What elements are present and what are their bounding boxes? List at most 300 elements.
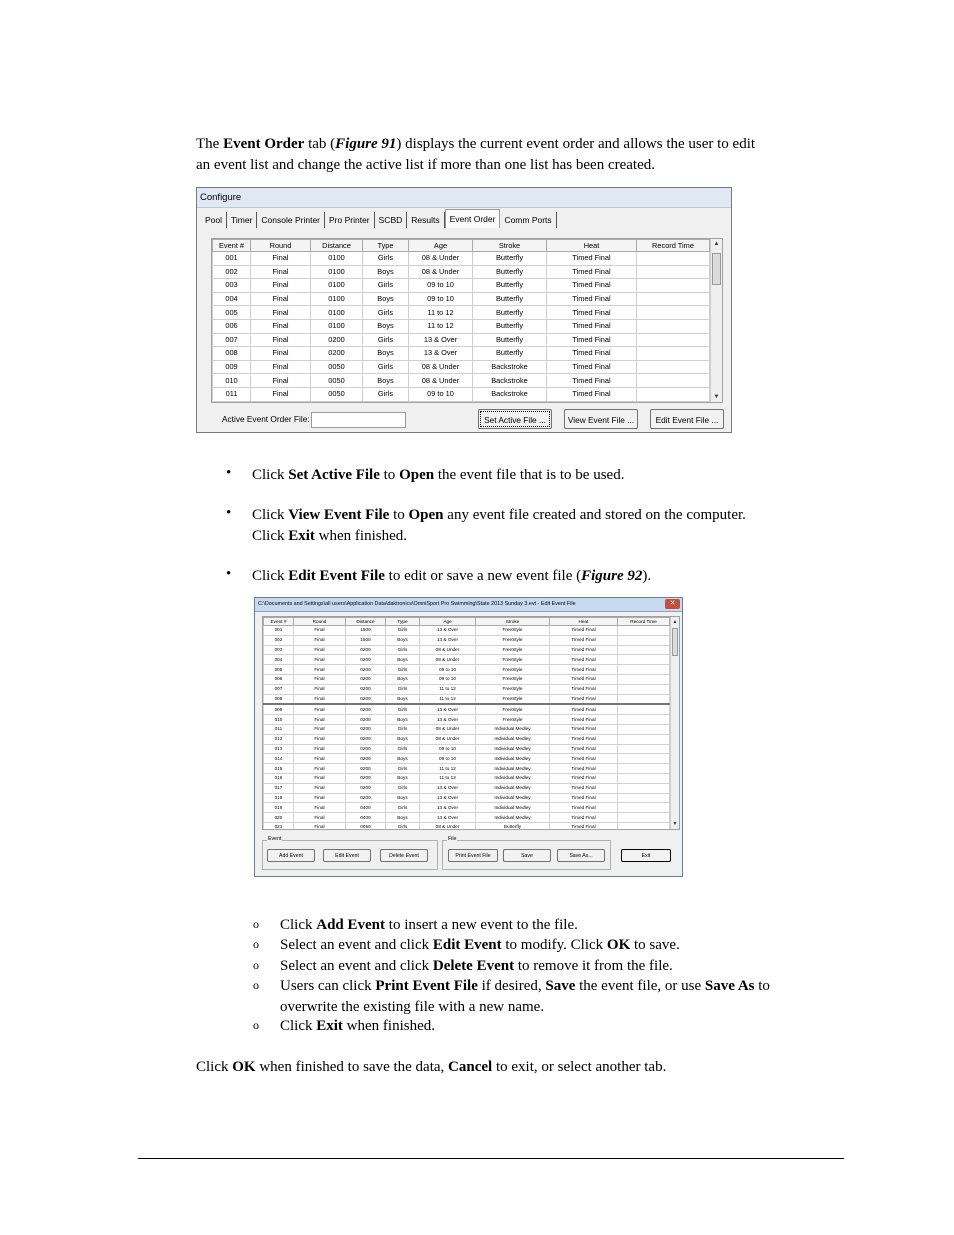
scroll-up-icon[interactable]: ▲ [713,241,720,247]
text: Click [280,917,317,933]
table-cell: FreeStyle [476,626,550,636]
table-cell: 0200 [311,347,363,361]
subbullet-exit [280,1016,840,1037]
table-cell: 006 [213,319,251,333]
table-cell: Timed Final [550,744,618,754]
table-cell: FreeStyle [476,674,550,684]
table-cell: Final [294,744,346,754]
delete-event-button[interactable]: Delete Event [380,849,428,862]
column-header[interactable]: Distance [311,240,363,252]
table-cell: 009 [264,704,294,714]
table-cell: 019 [264,803,294,813]
bold-text: Save As [704,978,755,994]
table-row[interactable] [264,734,670,744]
column-header[interactable]: Stroke [473,240,547,252]
table-row[interactable] [264,645,670,655]
table-cell: Timed Final [550,684,618,694]
table-cell: Timed Final [547,360,637,374]
table-cell: 0100 [311,252,363,266]
table-row[interactable] [213,265,710,279]
table-cell: 011 [213,387,251,401]
column-header[interactable]: Heat [547,240,637,252]
table-cell: 0200 [346,793,386,803]
table-cell: Final [251,387,311,401]
text: Select an event and click [280,958,433,974]
table-cell: 004 [213,292,251,306]
table-cell [618,694,670,704]
table-cell [618,715,670,725]
table-cell: Girls [386,665,420,675]
column-header[interactable]: Stroke [476,618,550,626]
table-cell: Timed Final [550,704,618,714]
tab-timer[interactable]: Timer [227,212,257,228]
text: to [379,467,400,483]
event-group-label: Event [268,836,282,842]
table-cell: 0050 [346,822,386,830]
table-row[interactable] [264,822,670,830]
table-row[interactable] [264,764,670,774]
column-header[interactable]: Type [363,240,409,252]
table-cell: Backstroke [473,387,547,401]
text: the event file that is to be used. [434,467,625,483]
table-cell: 0100 [311,319,363,333]
close-icon[interactable]: ✕ [665,599,680,609]
subbullet-glyph: o [253,1018,259,1032]
table-cell: 0100 [311,265,363,279]
subbullet-glyph: o [253,958,259,972]
table-cell [637,319,710,333]
table-row[interactable] [264,744,670,754]
table-cell: 08 & Under [420,724,476,734]
bold-text: View Event File [288,507,390,523]
table-row[interactable] [213,347,710,361]
table-cell: 11 to 12 [420,684,476,694]
active-file-field[interactable] [311,412,406,428]
table-cell: Timed Final [550,822,618,830]
table-cell [637,292,710,306]
table-cell: 003 [213,279,251,293]
table-cell [618,635,670,645]
table-cell: Backstroke [473,360,547,374]
table-row[interactable] [264,783,670,793]
scroll-thumb[interactable] [712,253,721,285]
table-cell: Boys [386,813,420,823]
tab-event-order[interactable]: Event Order [445,209,501,228]
table-cell: Girls [386,744,420,754]
table-cell: Timed Final [550,626,618,636]
table-cell: Timed Final [550,635,618,645]
table-cell: 08 & Under [409,360,473,374]
edit-event-file-button[interactable]: Edit Event File ... [650,409,724,429]
table-cell: FreeStyle [476,645,550,655]
table-cell: Final [294,655,346,665]
grid-scrollbar[interactable] [710,239,722,402]
column-header[interactable]: Type [386,618,420,626]
table-cell: 0200 [346,684,386,694]
column-header[interactable]: Record Time [637,240,710,252]
text: when finished. [314,527,407,544]
table-cell: 13 & Over [420,715,476,725]
table-row[interactable] [213,360,710,374]
table-cell: Girls [386,684,420,694]
table-cell: 09 to 10 [420,665,476,675]
column-header[interactable]: Round [251,240,311,252]
table-cell: 012 [264,734,294,744]
table-row[interactable] [264,635,670,645]
table-cell: Girls [386,803,420,813]
table-cell: 09 to 10 [420,754,476,764]
footer-divider [138,1158,844,1159]
table-cell: 016 [264,773,294,783]
table-cell: Boys [386,754,420,764]
table-cell: 1500 [346,635,386,645]
text: any event file created and stored on the computer. [443,507,746,523]
table-cell: Butterfly [473,292,547,306]
event-order-grid[interactable] [211,238,723,403]
text: ). [642,568,652,584]
table-cell: Girls [386,724,420,734]
table-cell [618,665,670,675]
table-cell: 0200 [346,744,386,754]
table-cell: Final [294,793,346,803]
table-cell: Boys [386,674,420,684]
print-event-file-button[interactable]: Print Event File [448,849,498,862]
table-cell: 010 [264,715,294,725]
table-cell: 0200 [346,724,386,734]
table-cell: Butterfly [473,347,547,361]
table-row[interactable] [264,665,670,675]
table-cell: Final [294,754,346,764]
text: when finished to save the data, [255,1059,449,1075]
table-cell: Final [294,715,346,725]
text: to remove it from the file. [514,958,673,974]
table-row[interactable] [213,374,710,388]
tab-scbd[interactable]: SCBD [375,212,408,228]
column-header[interactable]: Round [294,618,346,626]
table-cell: 08 & Under [409,252,473,266]
text: Select an event and click [280,937,433,953]
table-cell: 08 & Under [409,265,473,279]
bold-text: Exit [316,1018,343,1034]
table-cell: Final [294,704,346,714]
table-row[interactable] [264,626,670,636]
table-cell [618,704,670,714]
table-cell: 1500 [346,626,386,636]
table-cell: 011 [264,724,294,734]
table-cell: Timed Final [550,734,618,744]
table-cell: 13 & Over [420,704,476,714]
subbullet-glyph: o [253,917,259,931]
table-row[interactable] [264,773,670,783]
edit-event-grid[interactable] [262,616,680,830]
table-cell [637,306,710,320]
bullet-glyph: • [226,465,232,481]
table-cell: Final [251,347,311,361]
text: Click [252,568,289,584]
table-cell: 13 & Over [420,626,476,636]
table-cell: 0050 [311,374,363,388]
table-row[interactable] [264,724,670,734]
text: to save. [630,937,680,953]
table-cell: Final [294,822,346,830]
table-cell: Girls [386,626,420,636]
table-cell: 0400 [346,803,386,813]
column-header[interactable]: Event # [264,618,294,626]
save-button[interactable]: Save [503,849,551,862]
table-cell: Individual Medley [476,783,550,793]
table-cell: Final [251,252,311,266]
text: Click [252,527,289,544]
table-cell [637,333,710,347]
table-cell: Timed Final [547,252,637,266]
table-cell: Individual Medley [476,734,550,744]
table-cell [618,744,670,754]
table-cell: Final [251,360,311,374]
table-cell: Timed Final [550,724,618,734]
table-cell: Butterfly [476,822,550,830]
table-row[interactable] [213,279,710,293]
intro-text: ) displays the current event order and allows the user to edit [396,136,756,152]
table-cell [618,734,670,744]
table-cell: Girls [386,764,420,774]
intro-bold-event-order: Event Order [223,136,305,152]
intro-paragraph [196,134,836,175]
table-cell: Girls [386,822,420,830]
table-cell: Backstroke [473,374,547,388]
table-row[interactable] [264,813,670,823]
table-cell: Timed Final [550,773,618,783]
table-cell: Boys [386,715,420,725]
table-row[interactable] [213,252,710,266]
table-cell: 0200 [346,764,386,774]
subbullet-glyph: o [253,978,259,992]
table-cell: FreeStyle [476,704,550,714]
table-cell: 020 [264,813,294,823]
table-row[interactable] [264,754,670,764]
table-cell: 11 to 12 [420,773,476,783]
subbullet-edit-event [280,935,840,956]
table-cell [618,724,670,734]
scroll-thumb[interactable] [672,628,678,656]
table-cell: Final [251,292,311,306]
table-cell: 11 to 12 [409,319,473,333]
table-cell: 0050 [311,387,363,401]
table-cell [618,674,670,684]
table-row[interactable] [264,684,670,694]
table-cell: Final [294,684,346,694]
table-row[interactable] [264,715,670,725]
table-cell: 001 [213,252,251,266]
table-cell: Individual Medley [476,754,550,764]
table-cell: 13 & Over [409,333,473,347]
column-header[interactable]: Event # [213,240,251,252]
view-event-file-button[interactable]: View Event File ... [564,409,638,429]
table-row[interactable] [264,803,670,813]
table-cell: 11 to 12 [420,764,476,774]
table-row[interactable] [213,306,710,320]
table-cell: 08 & Under [420,645,476,655]
table-row[interactable] [264,793,670,803]
table-cell: Final [251,279,311,293]
table-cell [618,783,670,793]
table-row[interactable] [213,333,710,347]
set-active-file-button[interactable]: Set Active File ... [478,409,552,429]
edit-event-button[interactable]: Edit Event [323,849,371,862]
table-cell: 0200 [346,715,386,725]
table-cell: Final [251,306,311,320]
table-cell: 08 & Under [420,822,476,830]
table-cell: 006 [264,674,294,684]
text: Click [252,507,289,523]
table-cell: Girls [363,252,409,266]
table-cell: Final [294,674,346,684]
file-group-label: File [448,836,457,842]
bold-text: Open [408,507,444,523]
table-cell: 007 [264,684,294,694]
table-cell: Final [294,783,346,793]
table-cell: 0200 [311,333,363,347]
table-cell: 008 [264,694,294,704]
text: to edit or save a new event file ( [384,568,582,584]
table-cell: FreeStyle [476,665,550,675]
bold-text: Edit Event File [288,568,385,584]
table-row[interactable] [264,704,670,714]
closing-paragraph [196,1057,836,1078]
dialog-title: Configure [197,188,731,208]
text: Click [196,1059,233,1075]
table-cell: Girls [363,333,409,347]
table-cell: Boys [363,292,409,306]
table-cell: 0200 [346,754,386,764]
subbullet-glyph: o [253,937,259,951]
table-cell: Timed Final [550,803,618,813]
table-cell: 11 to 12 [420,694,476,704]
text: the event file, or use [575,978,705,994]
table-cell: 13 & Over [420,783,476,793]
table-cell: 004 [264,655,294,665]
table-cell: Butterfly [473,306,547,320]
table-cell: 008 [213,347,251,361]
table-cell: FreeStyle [476,684,550,694]
intro-text: The [196,136,224,152]
window-title: C:\Documents and Settings\all users\Application Data\daktronics\OmniSport Pro Swimming\State 2013 Sunday 3.evt - Edit Event File [255,598,682,612]
table-cell: Individual Medley [476,764,550,774]
table-row[interactable] [264,694,670,704]
text: to [754,978,770,994]
bold-text: Delete Event [432,958,515,974]
bold-text: OK [606,937,631,953]
save-as-button[interactable]: Save As... [557,849,605,862]
tab-pro-printer[interactable]: Pro Printer [325,212,375,228]
scroll-up-icon[interactable]: ▲ [672,619,678,625]
bold-text: Set Active File [288,467,380,483]
scroll-down-icon[interactable]: ▼ [713,394,720,400]
table-cell [618,764,670,774]
table-cell [637,387,710,401]
bold-text: Open [399,467,435,483]
table-cell: 009 [213,360,251,374]
table-cell: 08 & Under [409,374,473,388]
table-cell: Timed Final [550,674,618,684]
tab-results[interactable]: Results [407,212,444,228]
tab-pool[interactable]: Pool [201,212,227,228]
column-header[interactable]: Heat [550,618,618,626]
table-row[interactable] [213,319,710,333]
table-row[interactable] [264,655,670,665]
table-cell: Timed Final [550,793,618,803]
table-cell: Butterfly [473,252,547,266]
table-cell: Boys [363,265,409,279]
table-cell: Final [294,626,346,636]
table-cell: 09 to 10 [420,674,476,684]
table-cell: Timed Final [547,306,637,320]
table-cell: Timed Final [550,655,618,665]
column-header[interactable]: Record Time [618,618,670,626]
table-row[interactable] [213,292,710,306]
table-cell: Individual Medley [476,744,550,754]
bold-text: Save [545,978,576,994]
figure-91-ref: Figure 91 [335,136,397,152]
figure-92-ref: Figure 92 [581,568,643,584]
table-cell: 003 [264,645,294,655]
edit-event-file-window [254,597,683,877]
text: to exit, or select another tab. [492,1059,667,1075]
table-cell: Final [294,635,346,645]
table-cell [637,374,710,388]
table-cell: Boys [386,734,420,744]
table-cell: Final [294,813,346,823]
table-cell [637,279,710,293]
table-cell: Butterfly [473,265,547,279]
table-cell: Final [294,773,346,783]
table-cell: Butterfly [473,319,547,333]
table-cell: 007 [213,333,251,347]
scroll-down-icon[interactable]: ▼ [672,821,678,827]
table-cell: 0200 [346,734,386,744]
table-cell [618,655,670,665]
table-cell: Boys [386,655,420,665]
column-header[interactable]: Age [409,240,473,252]
table-row[interactable] [213,387,710,401]
table-cell: Girls [363,360,409,374]
tab-console-printer[interactable]: Console Printer [257,212,325,228]
table-cell: 0100 [311,292,363,306]
text: to insert a new event to the file. [385,917,578,933]
table-cell: Final [294,803,346,813]
tab-comm-ports[interactable]: Comm Ports [500,212,556,228]
subbullet-add-event [280,915,840,936]
table-cell: Final [294,724,346,734]
subbullet-print-save [280,976,840,1017]
column-header[interactable]: Age [420,618,476,626]
table-cell: Timed Final [550,813,618,823]
table-cell: Timed Final [547,387,637,401]
exit-button[interactable]: Exit [621,849,671,862]
table-cell: 08 & Under [420,655,476,665]
table-cell [618,626,670,636]
table-cell: Timed Final [547,319,637,333]
table-cell [618,773,670,783]
table-cell: 005 [264,665,294,675]
grid-scrollbar[interactable] [670,617,679,829]
bold-text: OK [232,1059,256,1075]
add-event-button[interactable]: Add Event [267,849,315,862]
column-header[interactable]: Distance [346,618,386,626]
table-cell: 002 [264,635,294,645]
table-row[interactable] [264,674,670,684]
bullet-set-active [252,465,842,486]
table-cell [618,645,670,655]
